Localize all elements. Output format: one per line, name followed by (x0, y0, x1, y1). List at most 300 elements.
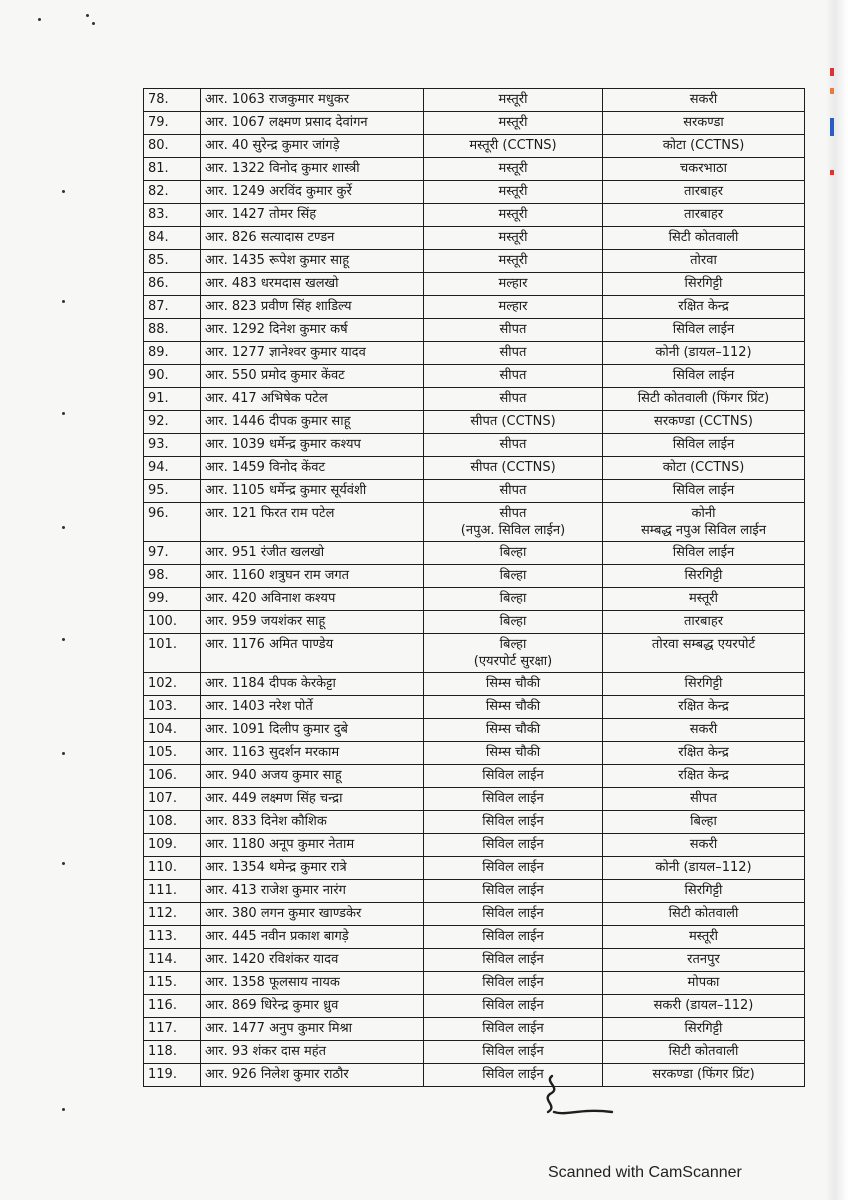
new-posting-cell-text: मोपका (687, 975, 720, 990)
current-posting-cell-text: सीपत (CCTNS) (470, 460, 556, 475)
scan-speck (62, 300, 65, 303)
table-row (144, 857, 805, 880)
current-posting-cell-text: बिल्हा (499, 614, 527, 629)
current-posting-cell-text: बिल्हा (499, 545, 527, 560)
current-posting-cell (424, 765, 603, 788)
employee-cell-text: आर. 1420 रविशंकर यादव (205, 952, 339, 967)
serial-cell-text: 79. (148, 115, 169, 130)
employee-cell-text: आर. 926 निलेश कुमार राठौर (205, 1067, 349, 1082)
new-posting-cell (603, 834, 805, 857)
employee-cell-text: आर. 380 लगन कुमार खाण्डकेर (205, 906, 362, 921)
employee-cell-text: आर. 1067 लक्ष्मण प्रसाद देवांगन (205, 115, 368, 130)
serial-cell-text: 105. (148, 745, 177, 760)
table-row (144, 696, 805, 719)
employee-cell-text: आर. 413 राजेश कुमार नारंग (205, 883, 346, 898)
new-posting-cell (603, 411, 805, 434)
table-row (144, 565, 805, 588)
serial-cell (144, 765, 201, 788)
current-posting-cell (424, 542, 603, 565)
employee-cell-text: आर. 93 शंकर दास महंत (205, 1044, 327, 1059)
current-posting-cell (424, 503, 603, 542)
serial-cell (144, 788, 201, 811)
current-posting-cell (424, 880, 603, 903)
current-posting-cell-text: सिविल लाईन (482, 860, 544, 875)
new-posting-cell-text: सकरी (डायल–112) (653, 998, 754, 1013)
employee-cell-text: आर. 445 नवीन प्रकाश बागड़े (205, 929, 349, 944)
current-posting-cell-text: मस्तूरी (498, 92, 528, 107)
current-posting-cell-text: सिविल लाईन (482, 791, 544, 806)
current-posting-cell (424, 227, 603, 250)
serial-cell (144, 89, 201, 112)
employee-cell (201, 673, 424, 696)
table-row (144, 1064, 805, 1087)
new-posting-cell-text: मस्तूरी (689, 591, 718, 606)
serial-cell-text: 84. (148, 230, 169, 245)
new-posting-cell-text: रक्षित केन्द्र (678, 768, 729, 783)
current-posting-cell (424, 480, 603, 503)
serial-cell-text: 91. (148, 391, 169, 406)
employee-cell (201, 542, 424, 565)
current-posting-cell (424, 834, 603, 857)
serial-cell-text: 99. (148, 591, 169, 606)
new-posting-cell (603, 972, 805, 995)
serial-cell (144, 588, 201, 611)
new-posting-cell (603, 611, 805, 634)
current-posting-cell-text: सिविल लाईन (482, 1044, 544, 1059)
signature-mark (540, 1072, 620, 1122)
serial-cell-text: 98. (148, 568, 169, 583)
current-posting-cell (424, 719, 603, 742)
new-posting-cell (603, 880, 805, 903)
employee-cell (201, 995, 424, 1018)
serial-cell-text: 107. (148, 791, 177, 806)
current-posting-cell-text: सिम्स चौकी (485, 676, 541, 691)
current-posting-cell (424, 388, 603, 411)
employee-cell (201, 411, 424, 434)
new-posting-cell-text: सिटी कोतवाली (668, 1044, 739, 1059)
employee-cell-text: आर. 1459 विनोद केंवट (205, 460, 326, 475)
table-row (144, 273, 805, 296)
employee-cell-text: आर. 823 प्रवीण सिंह शाडिल्य (205, 299, 352, 314)
current-posting-cell-text: सिविल लाईन (482, 975, 544, 990)
current-posting-cell (424, 673, 603, 696)
new-posting-cell-text: मस्तूरी (689, 929, 718, 944)
employee-cell (201, 926, 424, 949)
table-row (144, 480, 805, 503)
current-posting-cell (424, 296, 603, 319)
transfer-list-body (144, 89, 805, 1087)
scan-speck (38, 18, 41, 21)
new-posting-cell-text: तारबाहर (683, 184, 724, 199)
new-posting-cell-text: सरकण्डा (फिंगर प्रिंट) (652, 1067, 755, 1082)
table-row (144, 834, 805, 857)
serial-cell-text: 81. (148, 161, 169, 176)
employee-cell-text: आर. 1354 थमेन्द्र कुमार रात्रे (205, 860, 347, 875)
employee-cell (201, 696, 424, 719)
new-posting-cell (603, 388, 805, 411)
employee-cell (201, 388, 424, 411)
new-posting-cell (603, 112, 805, 135)
new-posting-cell (603, 949, 805, 972)
employee-cell (201, 742, 424, 765)
table-row (144, 181, 805, 204)
new-posting-cell-text: सिविल लाईन (672, 322, 735, 337)
current-posting-cell-text: सिम्स चौकी (485, 722, 541, 737)
new-posting-cell-text: सकरी (689, 837, 718, 852)
current-posting-cell-text: सिविल लाईन (482, 998, 544, 1013)
current-posting-cell-text: सिविल लाईन (482, 1067, 544, 1082)
serial-cell-text: 119. (148, 1067, 177, 1082)
current-posting-cell (424, 611, 603, 634)
serial-cell-text: 102. (148, 676, 177, 691)
current-posting-cell (424, 588, 603, 611)
current-posting-cell-text: सीपत (499, 368, 527, 383)
new-posting-cell (603, 250, 805, 273)
employee-cell-text: आर. 550 प्रमोद कुमार केंवट (205, 368, 345, 383)
new-posting-cell (603, 319, 805, 342)
new-posting-cell (603, 742, 805, 765)
current-posting-cell-text: सीपत (499, 322, 527, 337)
serial-cell (144, 926, 201, 949)
new-posting-cell-text: रतनपुर (687, 952, 720, 967)
new-posting-cell (603, 995, 805, 1018)
serial-cell-text: 96. (148, 506, 169, 521)
current-posting-cell (424, 273, 603, 296)
serial-cell (144, 434, 201, 457)
serial-cell-text: 118. (148, 1044, 177, 1059)
table-row (144, 634, 805, 673)
serial-cell (144, 227, 201, 250)
employee-cell (201, 158, 424, 181)
scan-speck (62, 638, 65, 641)
serial-cell (144, 480, 201, 503)
current-posting-cell-text: सीपत (499, 437, 527, 452)
current-posting-cell (424, 250, 603, 273)
employee-cell (201, 480, 424, 503)
serial-cell (144, 673, 201, 696)
new-posting-cell-text: सकरी (689, 92, 718, 107)
employee-cell (201, 503, 424, 542)
new-posting-note: सम्बद्ध नपुअ सिविल लाईन (640, 523, 767, 538)
new-posting-cell (603, 811, 805, 834)
current-posting-cell-text: सीपत (499, 391, 527, 406)
serial-cell-text: 90. (148, 368, 169, 383)
employee-cell-text: आर. 121 फिरत राम पटेल (205, 506, 335, 521)
current-posting-cell-text: मस्तूरी (498, 115, 528, 130)
scan-speck (62, 526, 65, 529)
employee-cell-text: आर. 417 अभिषेक पटेल (205, 391, 328, 406)
serial-cell-text: 111. (148, 883, 177, 898)
table-row (144, 342, 805, 365)
employee-cell (201, 857, 424, 880)
table-row (144, 972, 805, 995)
table-row (144, 811, 805, 834)
new-posting-cell-text: सकरी (689, 722, 718, 737)
employee-cell (201, 204, 424, 227)
current-posting-cell (424, 204, 603, 227)
current-posting-cell-text: बिल्हा (499, 637, 527, 652)
serial-cell-text: 114. (148, 952, 177, 967)
table-row (144, 542, 805, 565)
serial-cell (144, 319, 201, 342)
serial-cell (144, 1041, 201, 1064)
table-row (144, 135, 805, 158)
serial-cell-text: 82. (148, 184, 169, 199)
current-posting-cell (424, 1018, 603, 1041)
new-posting-cell-text: बिल्हा (690, 814, 717, 829)
serial-cell (144, 273, 201, 296)
table-row (144, 457, 805, 480)
scan-speck (62, 752, 65, 755)
table-row (144, 926, 805, 949)
employee-cell-text: आर. 1403 नरेश पोर्ते (205, 699, 313, 714)
employee-cell (201, 457, 424, 480)
table-row (144, 503, 805, 542)
employee-cell-text: आर. 1427 तोमर सिंह (205, 207, 317, 222)
current-posting-cell (424, 181, 603, 204)
new-posting-cell-text: तारबाहर (683, 614, 724, 629)
new-posting-cell-text: सिटी कोतवाली (668, 906, 739, 921)
table-row (144, 742, 805, 765)
new-posting-cell-text: तोरवा (690, 253, 717, 268)
serial-cell (144, 1064, 201, 1087)
table-row (144, 227, 805, 250)
serial-cell-text: 86. (148, 276, 169, 291)
current-posting-cell-text: मस्तूरी (498, 207, 528, 222)
employee-cell (201, 434, 424, 457)
employee-cell-text: आर. 1184 दीपक केरकेट्टा (205, 676, 336, 691)
employee-cell-text: आर. 1277 ज्ञानेश्वर कुमार यादव (205, 345, 366, 360)
new-posting-cell-text: कोटा (CCTNS) (662, 138, 745, 153)
new-posting-cell (603, 765, 805, 788)
current-posting-cell-text: सिविल लाईन (482, 906, 544, 921)
current-posting-cell (424, 434, 603, 457)
new-posting-cell (603, 1041, 805, 1064)
employee-cell (201, 296, 424, 319)
current-posting-cell-text: मस्तूरी (498, 184, 528, 199)
edge-mark-red-2 (830, 170, 834, 175)
employee-cell-text: आर. 1163 सुदर्शन मरकाम (205, 745, 340, 760)
new-posting-cell-text: सिविल लाईन (672, 368, 735, 383)
serial-cell (144, 204, 201, 227)
new-posting-cell (603, 788, 805, 811)
current-posting-cell-text: सीपत (499, 506, 527, 521)
current-posting-cell (424, 696, 603, 719)
employee-cell (201, 227, 424, 250)
table-row (144, 903, 805, 926)
new-posting-cell (603, 365, 805, 388)
employee-cell-text: आर. 1160 शत्रुघन राम जगत (205, 568, 350, 583)
table-row (144, 112, 805, 135)
edge-mark-red (830, 68, 834, 76)
serial-cell-text: 92. (148, 414, 169, 429)
table-row (144, 995, 805, 1018)
current-posting-cell-text: सीपत (499, 483, 527, 498)
new-posting-cell-text: सिरगिट्टी (684, 676, 723, 691)
new-posting-cell (603, 503, 805, 542)
serial-cell-text: 109. (148, 837, 177, 852)
employee-cell (201, 250, 424, 273)
current-posting-cell (424, 972, 603, 995)
current-posting-cell (424, 89, 603, 112)
employee-cell (201, 565, 424, 588)
serial-cell (144, 181, 201, 204)
employee-cell-text: आर. 1292 दिनेश कुमार कर्ष (205, 322, 348, 337)
current-posting-cell-text: सीपत (499, 345, 527, 360)
employee-cell-text: आर. 40 सुरेन्द्र कुमार जांगड़े (205, 138, 340, 153)
serial-cell-text: 95. (148, 483, 169, 498)
employee-cell-text: आर. 1435 रूपेश कुमार साहू (205, 253, 350, 268)
current-posting-cell-text: सिम्स चौकी (485, 699, 541, 714)
employee-cell-text: आर. 1249 अरविंद कुमार कुर्रे (205, 184, 352, 199)
employee-cell (201, 788, 424, 811)
employee-cell (201, 342, 424, 365)
serial-cell (144, 1018, 201, 1041)
current-posting-cell (424, 135, 603, 158)
new-posting-cell (603, 434, 805, 457)
serial-cell-text: 103. (148, 699, 177, 714)
transfer-list-table (143, 88, 805, 1087)
table-row (144, 788, 805, 811)
table-row (144, 1018, 805, 1041)
current-posting-cell (424, 634, 603, 673)
employee-cell-text: आर. 1176 अमित पाण्डेय (205, 637, 334, 652)
new-posting-cell-text: कोनी (डायल–112) (655, 860, 752, 875)
new-posting-cell (603, 89, 805, 112)
current-posting-cell (424, 158, 603, 181)
serial-cell-text: 78. (148, 92, 169, 107)
current-posting-cell-text: सिम्स चौकी (485, 745, 541, 760)
table-row (144, 719, 805, 742)
serial-cell (144, 880, 201, 903)
current-posting-cell (424, 742, 603, 765)
employee-cell-text: आर. 1322 विनोद कुमार शास्त्री (205, 161, 360, 176)
serial-cell (144, 611, 201, 634)
current-posting-cell-text: सिविल लाईन (482, 814, 544, 829)
scanner-watermark: Scanned with CamScanner (548, 1164, 742, 1181)
table-row (144, 588, 805, 611)
employee-cell-text: आर. 869 धिरेन्द्र कुमार ध्रुव (205, 998, 339, 1013)
new-posting-cell (603, 204, 805, 227)
serial-cell (144, 411, 201, 434)
serial-cell (144, 903, 201, 926)
current-posting-cell (424, 411, 603, 434)
employee-cell (201, 135, 424, 158)
new-posting-cell (603, 673, 805, 696)
serial-cell-text: 80. (148, 138, 169, 153)
employee-cell (201, 880, 424, 903)
new-posting-cell (603, 588, 805, 611)
employee-cell-text: आर. 833 दिनेश कौशिक (205, 814, 327, 829)
edge-mark-orange (830, 88, 834, 94)
new-posting-cell (603, 542, 805, 565)
current-posting-cell (424, 949, 603, 972)
serial-cell (144, 834, 201, 857)
serial-cell-text: 112. (148, 906, 177, 921)
new-posting-cell (603, 227, 805, 250)
table-row (144, 89, 805, 112)
serial-cell (144, 250, 201, 273)
new-posting-cell-text: रक्षित केन्द्र (678, 699, 729, 714)
scan-speck (86, 14, 89, 17)
new-posting-cell-text: सरकण्डा (683, 115, 724, 130)
new-posting-cell (603, 926, 805, 949)
new-posting-cell (603, 480, 805, 503)
table-row (144, 411, 805, 434)
employee-cell-text: आर. 1446 दीपक कुमार साहू (205, 414, 351, 429)
employee-cell (201, 89, 424, 112)
new-posting-cell (603, 719, 805, 742)
table-row (144, 673, 805, 696)
serial-cell (144, 811, 201, 834)
current-posting-cell (424, 112, 603, 135)
serial-cell (144, 158, 201, 181)
table-row (144, 434, 805, 457)
current-posting-cell (424, 903, 603, 926)
table-row (144, 388, 805, 411)
table-row (144, 204, 805, 227)
employee-cell-text: आर. 420 अविनाश कश्यप (205, 591, 336, 606)
employee-cell-text: आर. 449 लक्ष्मण सिंह चन्द्रा (205, 791, 343, 806)
current-posting-cell-text: बिल्हा (499, 568, 527, 583)
serial-cell-text: 85. (148, 253, 169, 268)
current-posting-cell-text: सिविल लाईन (482, 929, 544, 944)
new-posting-cell-text: रक्षित केन्द्र (678, 299, 729, 314)
current-posting-cell-text: मस्तूरी (CCTNS) (469, 138, 557, 153)
table-row (144, 365, 805, 388)
serial-cell-text: 108. (148, 814, 177, 829)
employee-cell-text: आर. 1358 फूलसाय नायक (205, 975, 340, 990)
serial-cell-text: 101. (148, 637, 177, 652)
serial-cell (144, 696, 201, 719)
current-posting-cell-text: सिविल लाईन (482, 1021, 544, 1036)
new-posting-cell-text: कोटा (CCTNS) (662, 460, 745, 475)
employee-cell (201, 972, 424, 995)
new-posting-cell (603, 135, 805, 158)
serial-cell (144, 503, 201, 542)
employee-cell-text: आर. 483 धरमदास खलखो (205, 276, 339, 291)
new-posting-cell (603, 1018, 805, 1041)
new-posting-cell (603, 857, 805, 880)
employee-cell-text: आर. 959 जयशंकर साहू (205, 614, 326, 629)
new-posting-cell-text: तारबाहर (683, 207, 724, 222)
new-posting-cell (603, 696, 805, 719)
serial-cell (144, 857, 201, 880)
new-posting-cell-text: चकरभाठा (680, 161, 727, 176)
current-posting-cell-text: सिविल लाईन (482, 952, 544, 967)
current-posting-cell-text: सिविल लाईन (482, 768, 544, 783)
table-row (144, 319, 805, 342)
employee-cell (201, 273, 424, 296)
employee-cell (201, 1018, 424, 1041)
employee-cell-text: आर. 1477 अनुप कुमार मिश्रा (205, 1021, 353, 1036)
new-posting-cell-text: सिटी कोतवाली (फिंगर प्रिंट) (637, 391, 770, 406)
serial-cell-text: 115. (148, 975, 177, 990)
new-posting-cell-text: सिटी कोतवाली (668, 230, 739, 245)
serial-cell-text: 116. (148, 998, 177, 1013)
employee-cell-text: आर. 1105 धर्मेन्द्र कुमार सूर्यवंशी (205, 483, 367, 498)
serial-cell (144, 342, 201, 365)
scan-speck (62, 190, 65, 193)
employee-cell (201, 611, 424, 634)
serial-cell-text: 113. (148, 929, 177, 944)
employee-cell-text: आर. 940 अजय कुमार साहू (205, 768, 342, 783)
current-posting-cell (424, 995, 603, 1018)
serial-cell (144, 365, 201, 388)
new-posting-cell (603, 181, 805, 204)
employee-cell (201, 719, 424, 742)
table-row (144, 296, 805, 319)
